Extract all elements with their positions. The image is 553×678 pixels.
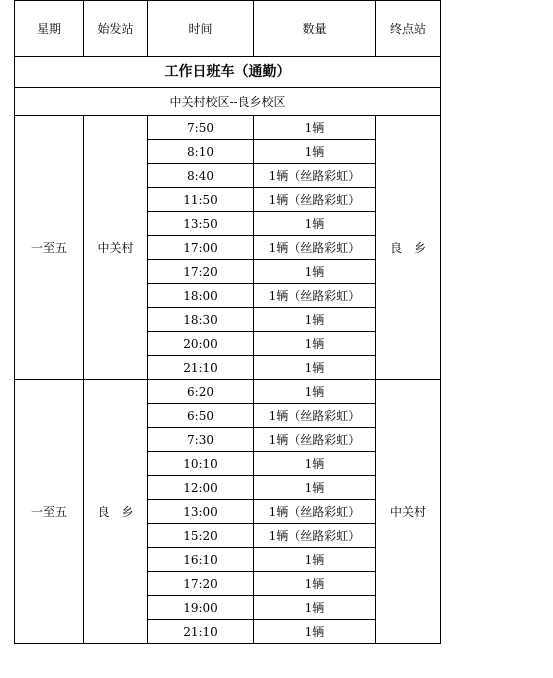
header-weekday: 星期 <box>15 1 84 57</box>
trip-quantity: 1辆 <box>254 356 376 380</box>
trip-time: 18:30 <box>148 308 254 332</box>
trip-time: 11:50 <box>148 188 254 212</box>
trip-quantity: 1辆（丝路彩虹） <box>254 236 376 260</box>
section-origin: 中关村 <box>84 116 148 380</box>
section-terminus: 良 乡 <box>376 116 441 380</box>
route-label: 中关村校区--良乡校区 <box>15 88 441 116</box>
trip-time: 21:10 <box>148 620 254 644</box>
trip-quantity: 1辆 <box>254 260 376 284</box>
trip-quantity: 1辆（丝路彩虹） <box>254 524 376 548</box>
trip-time: 18:00 <box>148 284 254 308</box>
section-terminus: 中关村 <box>376 380 441 644</box>
trip-time: 17:20 <box>148 572 254 596</box>
trip-time: 13:00 <box>148 500 254 524</box>
trip-time: 21:10 <box>148 356 254 380</box>
section-weekday: 一至五 <box>15 116 84 380</box>
trip-quantity: 1辆（丝路彩虹） <box>254 428 376 452</box>
trip-quantity: 1辆 <box>254 476 376 500</box>
header-time: 时间 <box>148 1 254 57</box>
trip-quantity: 1辆（丝路彩虹） <box>254 284 376 308</box>
trip-quantity: 1辆 <box>254 572 376 596</box>
header-row <box>15 1 441 57</box>
trip-quantity: 1辆（丝路彩虹） <box>254 404 376 428</box>
header-origin: 始发站 <box>84 1 148 57</box>
trip-time: 20:00 <box>148 332 254 356</box>
trip-quantity: 1辆 <box>254 212 376 236</box>
trip-time: 6:20 <box>148 380 254 404</box>
trip-quantity: 1辆 <box>254 548 376 572</box>
section-weekday: 一至五 <box>15 380 84 644</box>
trip-time: 8:40 <box>148 164 254 188</box>
trip-time: 13:50 <box>148 212 254 236</box>
trip-quantity: 1辆 <box>254 452 376 476</box>
trip-time: 7:50 <box>148 116 254 140</box>
trip-row <box>15 380 441 404</box>
trip-quantity: 1辆 <box>254 620 376 644</box>
bus-schedule-table <box>14 0 441 644</box>
trip-quantity: 1辆 <box>254 596 376 620</box>
trip-row <box>15 116 441 140</box>
header-terminus: 终点站 <box>376 1 441 57</box>
trip-time: 17:00 <box>148 236 254 260</box>
trip-quantity: 1辆（丝路彩虹） <box>254 188 376 212</box>
schedule-wrapper <box>14 0 441 644</box>
trip-time: 17:20 <box>148 260 254 284</box>
section-origin: 良 乡 <box>84 380 148 644</box>
trip-quantity: 1辆（丝路彩虹） <box>254 500 376 524</box>
trip-time: 8:10 <box>148 140 254 164</box>
trip-time: 10:10 <box>148 452 254 476</box>
title-row <box>15 57 441 88</box>
trip-time: 16:10 <box>148 548 254 572</box>
trip-quantity: 1辆 <box>254 308 376 332</box>
trip-time: 7:30 <box>148 428 254 452</box>
trip-time: 12:00 <box>148 476 254 500</box>
trip-quantity: 1辆 <box>254 332 376 356</box>
trip-quantity: 1辆 <box>254 116 376 140</box>
trip-quantity: 1辆 <box>254 140 376 164</box>
schedule-title: 工作日班车（通勤） <box>15 57 441 88</box>
trip-time: 6:50 <box>148 404 254 428</box>
trip-quantity: 1辆 <box>254 380 376 404</box>
trip-time: 15:20 <box>148 524 254 548</box>
trip-quantity: 1辆（丝路彩虹） <box>254 164 376 188</box>
route-row <box>15 88 441 116</box>
header-quantity: 数量 <box>254 1 376 57</box>
trip-time: 19:00 <box>148 596 254 620</box>
